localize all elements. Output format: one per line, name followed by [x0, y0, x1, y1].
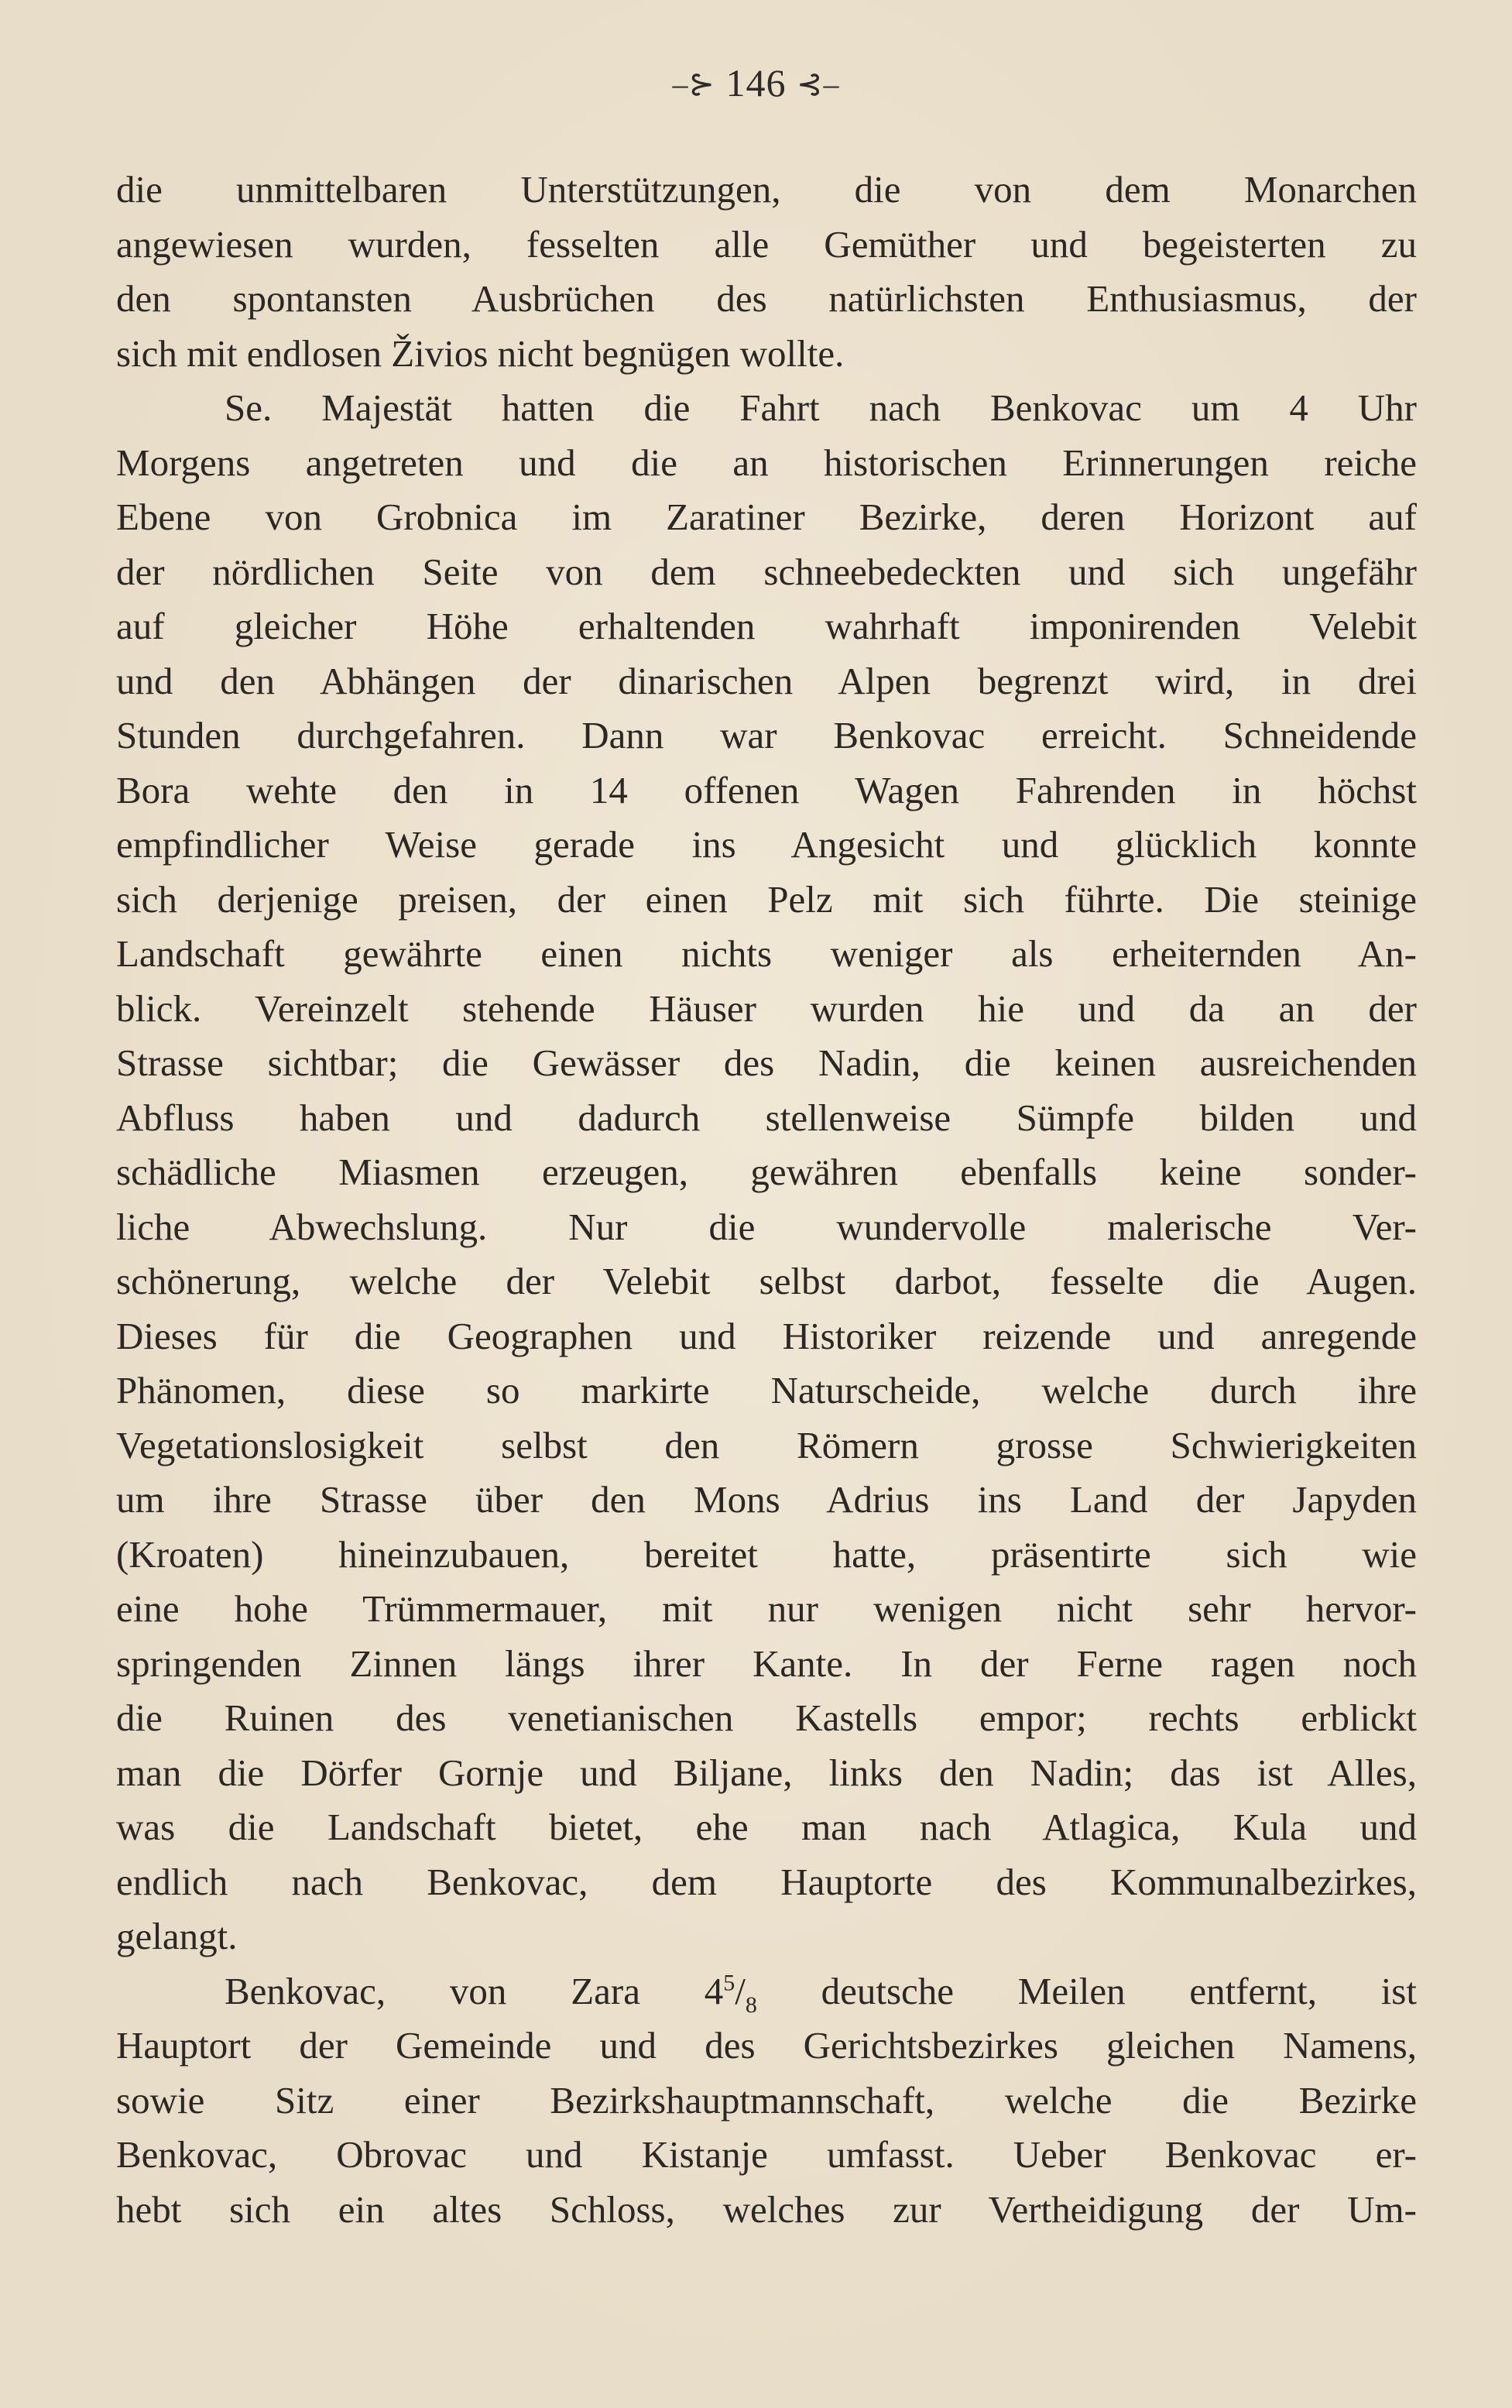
text-fragment: Benkovac, von Zara 4 [225, 1969, 724, 2012]
text-line: Vegetationslosigkeit selbst den Römern grosse Schwierigkeiten [116, 1423, 1417, 1466]
fraction-denominator: 8 [745, 1991, 757, 2018]
text-line: sowie Sitz einer Bezirkshauptmannschaft, welche die Bezirke [116, 2078, 1417, 2122]
text-line: liche Abwechslung. Nur die wundervolle malerische Ver- [116, 1205, 1417, 1248]
text-line: endlich nach Benkovac, dem Hauptorte des Kommunalbezirkes, [116, 1860, 1417, 1903]
body-text [116, 163, 1417, 2237]
text-line: die unmittelbaren Unterstützungen, die von dem Monarchen [116, 168, 1417, 211]
text-line: und den Abhängen der dinarischen Alpen begrenzt wird, in drei [116, 659, 1417, 702]
text-line: gelangt. [116, 1915, 238, 1957]
text-line: Abfluss haben und dadurch stellenweise Sümpfe bilden und [116, 1096, 1417, 1139]
text-line: Ebene von Grobnica im Zaratiner Bezirke, deren Horizont auf [116, 496, 1417, 538]
text-line: empfindlicher Weise gerade ins Angesicht und glücklich konnte [116, 823, 1417, 866]
paragraph-1 [116, 163, 1417, 381]
text-line: Hauptort der Gemeinde und des Gerichtsbezirkes gleichen Namens, [116, 2024, 1417, 2067]
text-line: Dieses für die Geographen und Historiker reizende und anregende [116, 1314, 1417, 1357]
text-line: Phänomen, diese so markirte Naturscheide, welche durch ihre [116, 1369, 1417, 1412]
ornament-right: ⊰– [797, 67, 840, 101]
text-fragment: deutsche Meilen entfernt, ist [821, 1969, 1417, 2012]
paragraph-2 [116, 381, 1417, 1964]
text-line-with-fraction [116, 1964, 1417, 2019]
text-line: Stunden durchgefahren. Dann war Benkovac erreicht. Schneidende [116, 714, 1417, 756]
text-line: Strasse sichtbar; die Gewässer des Nadin, die keinen ausreichenden [116, 1041, 1417, 1084]
text-line: die Ruinen des venetianischen Kastells empor; rechts erblickt [116, 1696, 1417, 1739]
text-line: Se. Majestät hatten die Fahrt nach Benkovac um 4 Uhr [225, 386, 1417, 429]
fraction: $^5/_8$ [723, 1969, 757, 2018]
text-line: man die Dörfer Gornje und Biljane, links den Nadin; das ist Alles, [116, 1751, 1417, 1794]
text-line: angewiesen wurden, fesselten alle Gemüther und begeisterten zu [116, 222, 1417, 266]
text-line: der nördlichen Seite von dem schneebedeckten und sich ungefähr [116, 550, 1417, 593]
page-number: 146 [725, 61, 787, 105]
ornament-left: –⊱ [672, 67, 715, 101]
text-line: Benkovac, Obrovac und Kistanje umfasst. Ueber Benkovac er- [116, 2133, 1417, 2176]
text-line: Bora wehte den in 14 offenen Wagen Fahrenden in höchst [116, 768, 1417, 811]
text-line: auf gleicher Höhe erhaltenden wahrhaft imponirenden Velebit [116, 605, 1417, 647]
text-line: eine hohe Trümmermauer, mit nur wenigen nicht sehr hervor- [116, 1587, 1417, 1630]
text-line: um ihre Strasse über den Mons Adrius ins Land der Japyden [116, 1478, 1417, 1521]
text-line: sich derjenige preisen, der einen Pelz mit sich führte. Die steinige [116, 877, 1417, 921]
fraction-numerator: 5 [723, 1970, 735, 1996]
text-line: schönerung, welche der Velebit selbst darbot, fesselte die Augen. [116, 1260, 1417, 1302]
text-line: Landschaft gewährte einen nichts weniger als erheiternden An- [116, 932, 1417, 975]
text-line: was die Landschaft bietet, ehe man nach Atlagica, Kula und [116, 1806, 1417, 1848]
text-line: sich mit endlosen Živios nicht begnügen wollte. [116, 331, 845, 375]
text-line: schädliche Miasmen erzeugen, gewähren ebenfalls keine sonder- [116, 1151, 1417, 1193]
text-line: (Kroaten) hineinzubauen, bereitet hatte, präsentirte sich wie [116, 1532, 1417, 1576]
page-header [0, 60, 1512, 105]
paragraph-3 [116, 1964, 1417, 2238]
text-line: den spontansten Ausbrüchen des natürlichsten Enthusiasmus, der [116, 277, 1417, 320]
text-line: hebt sich ein altes Schloss, welches zur Vertheidigung der Um- [116, 2187, 1417, 2231]
text-line: blick. Vereinzelt stehende Häuser wurden hie und da an der [116, 986, 1417, 1030]
text-line: springenden Zinnen längs ihrer Kante. In der Ferne ragen noch [116, 1641, 1417, 1685]
text-line: Morgens angetreten und die an historischen Erinnerungen reiche [116, 441, 1417, 484]
